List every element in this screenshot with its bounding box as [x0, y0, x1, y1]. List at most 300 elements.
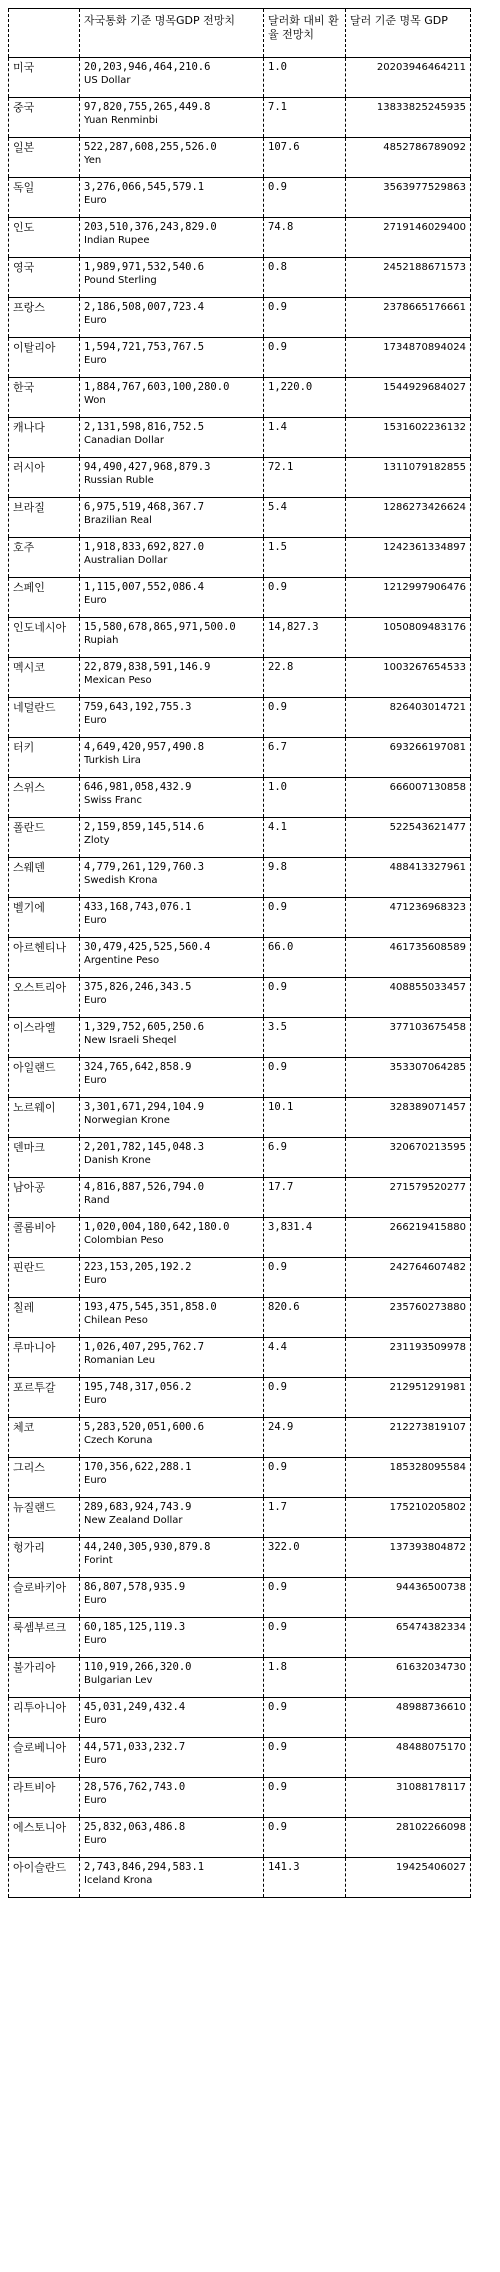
currency-name: Russian Ruble: [84, 475, 154, 486]
usd-gdp-cell: 175210205802: [346, 1498, 471, 1538]
header-usd-gdp: 달러 기준 명목 GDP: [346, 9, 471, 58]
usd-gdp-cell: 31088178117: [346, 1778, 471, 1818]
exchange-rate-cell: 5.4: [264, 498, 346, 538]
local-gdp-value: 1,115,007,552,086.4: [84, 581, 205, 593]
local-gdp-cell: [80, 338, 264, 378]
table-row: [9, 858, 471, 898]
local-gdp-value: 203,510,376,243,829.0: [84, 221, 217, 233]
country-cell: 리투아니아: [9, 1698, 80, 1738]
local-gdp-cell: [80, 1018, 264, 1058]
country-cell: 캐나다: [9, 418, 80, 458]
usd-gdp-cell: 271579520277: [346, 1178, 471, 1218]
table-row: [9, 298, 471, 338]
exchange-rate-cell: 6.9: [264, 1138, 346, 1178]
table-row: [9, 1738, 471, 1778]
exchange-rate-cell: 14,827.3: [264, 618, 346, 658]
exchange-rate-cell: 1.7: [264, 1498, 346, 1538]
local-gdp-cell: [80, 218, 264, 258]
local-gdp-cell: [80, 818, 264, 858]
table-row: [9, 178, 471, 218]
country-cell: 덴마크: [9, 1138, 80, 1178]
local-gdp-value: 20,203,946,464,210.6: [84, 61, 211, 73]
local-gdp-cell: [80, 178, 264, 218]
exchange-rate-cell: 74.8: [264, 218, 346, 258]
header-local-gdp: 자국통화 기준 명목GDP 전망치: [80, 9, 264, 58]
local-gdp-cell: [80, 1378, 264, 1418]
local-gdp-cell: [80, 1498, 264, 1538]
local-gdp-cell: [80, 658, 264, 698]
currency-name: Euro: [84, 1795, 107, 1806]
exchange-rate-cell: 0.9: [264, 1378, 346, 1418]
table-row: [9, 138, 471, 178]
usd-gdp-cell: 13833825245935: [346, 98, 471, 138]
exchange-rate-cell: 4.1: [264, 818, 346, 858]
usd-gdp-cell: 666007130858: [346, 778, 471, 818]
header-row: [9, 9, 471, 58]
country-cell: 네덜란드: [9, 698, 80, 738]
local-gdp-cell: [80, 418, 264, 458]
usd-gdp-cell: 1531602236132: [346, 418, 471, 458]
exchange-rate-cell: 0.9: [264, 1458, 346, 1498]
currency-name: Zloty: [84, 835, 110, 846]
usd-gdp-cell: 1286273426624: [346, 498, 471, 538]
table-row: [9, 778, 471, 818]
currency-name: Euro: [84, 1715, 107, 1726]
currency-name: Euro: [84, 915, 107, 926]
table-row: [9, 338, 471, 378]
country-cell: 불가리아: [9, 1658, 80, 1698]
country-cell: 독일: [9, 178, 80, 218]
country-cell: 일본: [9, 138, 80, 178]
country-cell: 아르헨티나: [9, 938, 80, 978]
local-gdp-cell: [80, 1098, 264, 1138]
table-row: [9, 378, 471, 418]
local-gdp-value: 193,475,545,351,858.0: [84, 1301, 217, 1313]
local-gdp-cell: [80, 498, 264, 538]
local-gdp-cell: [80, 58, 264, 98]
country-cell: 핀란드: [9, 1258, 80, 1298]
country-cell: 라트비아: [9, 1778, 80, 1818]
usd-gdp-cell: 377103675458: [346, 1018, 471, 1058]
local-gdp-cell: [80, 1058, 264, 1098]
table-row: [9, 1018, 471, 1058]
table-row: [9, 1778, 471, 1818]
exchange-rate-cell: 820.6: [264, 1298, 346, 1338]
local-gdp-cell: [80, 1578, 264, 1618]
country-cell: 중국: [9, 98, 80, 138]
usd-gdp-cell: 212273819107: [346, 1418, 471, 1458]
table-row: [9, 618, 471, 658]
exchange-rate-cell: 0.9: [264, 698, 346, 738]
local-gdp-value: 4,649,420,957,490.8: [84, 741, 205, 753]
local-gdp-value: 30,479,425,525,560.4: [84, 941, 211, 953]
local-gdp-value: 759,643,192,755.3: [84, 701, 192, 713]
local-gdp-cell: [80, 1418, 264, 1458]
table-row: [9, 1818, 471, 1858]
currency-name: Euro: [84, 715, 107, 726]
exchange-rate-cell: 322.0: [264, 1538, 346, 1578]
usd-gdp-cell: 185328095584: [346, 1458, 471, 1498]
country-cell: 콜롬비아: [9, 1218, 80, 1258]
currency-name: Danish Krone: [84, 1155, 151, 1166]
local-gdp-value: 1,026,407,295,762.7: [84, 1341, 205, 1353]
local-gdp-cell: [80, 1218, 264, 1258]
table-row: [9, 658, 471, 698]
local-gdp-cell: [80, 978, 264, 1018]
local-gdp-value: 522,287,608,255,526.0: [84, 141, 217, 153]
table-row: [9, 1098, 471, 1138]
exchange-rate-cell: 0.9: [264, 1058, 346, 1098]
local-gdp-value: 2,159,859,145,514.6: [84, 821, 205, 833]
local-gdp-value: 15,580,678,865,971,500.0: [84, 621, 236, 633]
country-cell: 러시아: [9, 458, 80, 498]
currency-name: Euro: [84, 1755, 107, 1766]
exchange-rate-cell: 0.9: [264, 338, 346, 378]
usd-gdp-cell: 137393804872: [346, 1538, 471, 1578]
local-gdp-value: 4,779,261,129,760.3: [84, 861, 205, 873]
usd-gdp-cell: 2719146029400: [346, 218, 471, 258]
country-cell: 루마니아: [9, 1338, 80, 1378]
currency-name: Norwegian Krone: [84, 1115, 170, 1126]
exchange-rate-cell: 24.9: [264, 1418, 346, 1458]
usd-gdp-cell: 94436500738: [346, 1578, 471, 1618]
local-gdp-cell: [80, 378, 264, 418]
table-row: [9, 1538, 471, 1578]
local-gdp-cell: [80, 698, 264, 738]
exchange-rate-cell: 4.4: [264, 1338, 346, 1378]
usd-gdp-cell: 48488075170: [346, 1738, 471, 1778]
currency-name: Forint: [84, 1555, 113, 1566]
currency-name: Swiss Franc: [84, 795, 143, 806]
local-gdp-value: 60,185,125,119.3: [84, 1621, 186, 1633]
usd-gdp-cell: 461735608589: [346, 938, 471, 978]
currency-name: Argentine Peso: [84, 955, 160, 966]
currency-name: Euro: [84, 1475, 107, 1486]
country-cell: 인도네시아: [9, 618, 80, 658]
currency-name: Euro: [84, 1635, 107, 1646]
local-gdp-cell: [80, 738, 264, 778]
country-cell: 프랑스: [9, 298, 80, 338]
local-gdp-cell: [80, 1658, 264, 1698]
local-gdp-value: 28,576,762,743.0: [84, 1781, 186, 1793]
currency-name: Rand: [84, 1195, 110, 1206]
country-cell: 오스트리아: [9, 978, 80, 1018]
currency-name: Mexican Peso: [84, 675, 152, 686]
usd-gdp-cell: 488413327961: [346, 858, 471, 898]
usd-gdp-cell: 353307064285: [346, 1058, 471, 1098]
exchange-rate-cell: 0.9: [264, 298, 346, 338]
usd-gdp-cell: 4852786789092: [346, 138, 471, 178]
exchange-rate-cell: 6.7: [264, 738, 346, 778]
local-gdp-cell: [80, 618, 264, 658]
currency-name: Swedish Krona: [84, 875, 158, 886]
exchange-rate-cell: 107.6: [264, 138, 346, 178]
currency-name: New Israeli Sheqel: [84, 1035, 177, 1046]
local-gdp-value: 1,329,752,605,250.6: [84, 1021, 205, 1033]
local-gdp-value: 44,571,033,232.7: [84, 1741, 186, 1753]
country-cell: 그리스: [9, 1458, 80, 1498]
usd-gdp-cell: 2378665176661: [346, 298, 471, 338]
country-cell: 노르웨이: [9, 1098, 80, 1138]
table-row: [9, 538, 471, 578]
exchange-rate-cell: 0.9: [264, 178, 346, 218]
currency-name: Czech Koruna: [84, 1435, 153, 1446]
currency-name: Chilean Peso: [84, 1315, 148, 1326]
local-gdp-cell: [80, 858, 264, 898]
exchange-rate-cell: 72.1: [264, 458, 346, 498]
usd-gdp-cell: 28102266098: [346, 1818, 471, 1858]
local-gdp-cell: [80, 98, 264, 138]
table-row: [9, 1178, 471, 1218]
usd-gdp-cell: 471236968323: [346, 898, 471, 938]
country-cell: 브라질: [9, 498, 80, 538]
local-gdp-value: 324,765,642,858.9: [84, 1061, 192, 1073]
local-gdp-cell: [80, 538, 264, 578]
country-cell: 남아공: [9, 1178, 80, 1218]
currency-name: Pound Sterling: [84, 275, 157, 286]
exchange-rate-cell: 0.9: [264, 1578, 346, 1618]
usd-gdp-cell: 328389071457: [346, 1098, 471, 1138]
exchange-rate-cell: 0.9: [264, 1698, 346, 1738]
country-cell: 슬로베니아: [9, 1738, 80, 1778]
local-gdp-value: 5,283,520,051,600.6: [84, 1421, 205, 1433]
currency-name: Euro: [84, 1075, 107, 1086]
currency-name: Euro: [84, 1395, 107, 1406]
exchange-rate-cell: 9.8: [264, 858, 346, 898]
country-cell: 아이슬란드: [9, 1858, 80, 1898]
local-gdp-cell: [80, 138, 264, 178]
usd-gdp-cell: 693266197081: [346, 738, 471, 778]
exchange-rate-cell: 17.7: [264, 1178, 346, 1218]
local-gdp-value: 2,186,508,007,723.4: [84, 301, 205, 313]
table-row: [9, 1138, 471, 1178]
country-cell: 이탈리아: [9, 338, 80, 378]
country-cell: 스위스: [9, 778, 80, 818]
currency-name: Indian Rupee: [84, 235, 150, 246]
country-cell: 에스토니아: [9, 1818, 80, 1858]
exchange-rate-cell: 66.0: [264, 938, 346, 978]
table-row: [9, 1458, 471, 1498]
currency-name: Colombian Peso: [84, 1235, 164, 1246]
local-gdp-value: 1,884,767,603,100,280.0: [84, 381, 230, 393]
table-row: [9, 818, 471, 858]
usd-gdp-cell: 231193509978: [346, 1338, 471, 1378]
local-gdp-value: 6,975,519,468,367.7: [84, 501, 205, 513]
local-gdp-value: 45,031,249,432.4: [84, 1701, 186, 1713]
currency-name: Euro: [84, 195, 107, 206]
usd-gdp-cell: 242764607482: [346, 1258, 471, 1298]
currency-name: Canadian Dollar: [84, 435, 164, 446]
usd-gdp-cell: 61632034730: [346, 1658, 471, 1698]
usd-gdp-cell: 320670213595: [346, 1138, 471, 1178]
local-gdp-value: 94,490,427,968,879.3: [84, 461, 211, 473]
currency-name: New Zealand Dollar: [84, 1515, 183, 1526]
table-row: [9, 1858, 471, 1898]
table-row: [9, 418, 471, 458]
currency-name: Bulgarian Lev: [84, 1675, 153, 1686]
exchange-rate-cell: 0.9: [264, 1258, 346, 1298]
usd-gdp-cell: 1212997906476: [346, 578, 471, 618]
currency-name: Romanian Leu: [84, 1355, 156, 1366]
local-gdp-value: 433,168,743,076.1: [84, 901, 192, 913]
local-gdp-cell: [80, 1818, 264, 1858]
country-cell: 스페인: [9, 578, 80, 618]
currency-name: Yuan Renminbi: [84, 115, 158, 126]
country-cell: 호주: [9, 538, 80, 578]
local-gdp-value: 375,826,246,343.5: [84, 981, 192, 993]
exchange-rate-cell: 141.3: [264, 1858, 346, 1898]
exchange-rate-cell: 0.9: [264, 578, 346, 618]
exchange-rate-cell: 0.9: [264, 898, 346, 938]
usd-gdp-cell: 2452188671573: [346, 258, 471, 298]
usd-gdp-cell: 522543621477: [346, 818, 471, 858]
table-row: [9, 1418, 471, 1458]
local-gdp-value: 2,201,782,145,048.3: [84, 1141, 205, 1153]
exchange-rate-cell: 0.9: [264, 1778, 346, 1818]
table-row: [9, 698, 471, 738]
local-gdp-cell: [80, 1618, 264, 1658]
usd-gdp-cell: 1050809483176: [346, 618, 471, 658]
country-cell: 슬로바키아: [9, 1578, 80, 1618]
exchange-rate-cell: 0.9: [264, 1618, 346, 1658]
usd-gdp-cell: 1311079182855: [346, 458, 471, 498]
currency-name: Euro: [84, 355, 107, 366]
local-gdp-value: 97,820,755,265,449.8: [84, 101, 211, 113]
usd-gdp-cell: 408855033457: [346, 978, 471, 1018]
exchange-rate-cell: 0.9: [264, 1818, 346, 1858]
usd-gdp-cell: 266219415880: [346, 1218, 471, 1258]
table-row: [9, 1058, 471, 1098]
local-gdp-cell: [80, 1338, 264, 1378]
local-gdp-cell: [80, 1258, 264, 1298]
local-gdp-value: 223,153,205,192.2: [84, 1261, 192, 1273]
currency-name: Euro: [84, 315, 107, 326]
country-cell: 미국: [9, 58, 80, 98]
usd-gdp-cell: 1003267654533: [346, 658, 471, 698]
table-row: [9, 1578, 471, 1618]
currency-name: Euro: [84, 595, 107, 606]
header-exchange-rate: 달러화 대비 환율 전망치: [264, 9, 346, 58]
local-gdp-cell: [80, 1538, 264, 1578]
exchange-rate-cell: 1.8: [264, 1658, 346, 1698]
exchange-rate-cell: 1.0: [264, 58, 346, 98]
country-cell: 아일랜드: [9, 1058, 80, 1098]
local-gdp-cell: [80, 578, 264, 618]
table-row: [9, 218, 471, 258]
table-row: [9, 1298, 471, 1338]
table-row: [9, 258, 471, 298]
local-gdp-value: 195,748,317,056.2: [84, 1381, 192, 1393]
local-gdp-value: 3,301,671,294,104.9: [84, 1101, 205, 1113]
currency-name: Iceland Krona: [84, 1875, 153, 1886]
table-row: [9, 898, 471, 938]
local-gdp-cell: [80, 1698, 264, 1738]
usd-gdp-cell: 1734870894024: [346, 338, 471, 378]
country-cell: 포르투갈: [9, 1378, 80, 1418]
local-gdp-value: 1,918,833,692,827.0: [84, 541, 205, 553]
exchange-rate-cell: 10.1: [264, 1098, 346, 1138]
header-country: [9, 9, 80, 58]
table-row: [9, 1498, 471, 1538]
usd-gdp-cell: 20203946464211: [346, 58, 471, 98]
exchange-rate-cell: 0.9: [264, 978, 346, 1018]
local-gdp-value: 4,816,887,526,794.0: [84, 1181, 205, 1193]
exchange-rate-cell: 0.9: [264, 1738, 346, 1778]
country-cell: 스웨덴: [9, 858, 80, 898]
usd-gdp-cell: 1544929684027: [346, 378, 471, 418]
table-row: [9, 98, 471, 138]
currency-name: Euro: [84, 995, 107, 1006]
table-row: [9, 978, 471, 1018]
local-gdp-value: 110,919,266,320.0: [84, 1661, 192, 1673]
country-cell: 폴란드: [9, 818, 80, 858]
usd-gdp-cell: 48988736610: [346, 1698, 471, 1738]
table-row: [9, 458, 471, 498]
exchange-rate-cell: 0.8: [264, 258, 346, 298]
local-gdp-cell: [80, 778, 264, 818]
table-row: [9, 498, 471, 538]
local-gdp-cell: [80, 1858, 264, 1898]
exchange-rate-cell: 1.5: [264, 538, 346, 578]
exchange-rate-cell: 7.1: [264, 98, 346, 138]
currency-name: Yen: [84, 155, 102, 166]
country-cell: 헝가리: [9, 1538, 80, 1578]
country-cell: 룩셈부르크: [9, 1618, 80, 1658]
local-gdp-value: 86,807,578,935.9: [84, 1581, 186, 1593]
usd-gdp-cell: 19425406027: [346, 1858, 471, 1898]
gdp-table: [8, 8, 471, 1898]
country-cell: 이스라엘: [9, 1018, 80, 1058]
currency-name: Turkish Lira: [84, 755, 141, 766]
local-gdp-value: 1,989,971,532,540.6: [84, 261, 205, 273]
local-gdp-cell: [80, 898, 264, 938]
usd-gdp-cell: 1242361334897: [346, 538, 471, 578]
local-gdp-value: 44,240,305,930,879.8: [84, 1541, 211, 1553]
country-cell: 멕시코: [9, 658, 80, 698]
table-row: [9, 1338, 471, 1378]
country-cell: 벨기에: [9, 898, 80, 938]
currency-name: Rupiah: [84, 635, 119, 646]
table-row: [9, 738, 471, 778]
exchange-rate-cell: 1.0: [264, 778, 346, 818]
local-gdp-value: 646,981,058,432.9: [84, 781, 192, 793]
table-row: [9, 58, 471, 98]
local-gdp-cell: [80, 1778, 264, 1818]
exchange-rate-cell: 3,831.4: [264, 1218, 346, 1258]
country-cell: 터키: [9, 738, 80, 778]
currency-name: Brazilian Real: [84, 515, 152, 526]
local-gdp-value: 25,832,063,486.8: [84, 1821, 186, 1833]
local-gdp-cell: [80, 1178, 264, 1218]
currency-name: Won: [84, 395, 106, 406]
local-gdp-value: 22,879,838,591,146.9: [84, 661, 211, 673]
table-row: [9, 1698, 471, 1738]
country-cell: 인도: [9, 218, 80, 258]
local-gdp-cell: [80, 938, 264, 978]
table-row: [9, 1658, 471, 1698]
local-gdp-cell: [80, 1738, 264, 1778]
table-row: [9, 1218, 471, 1258]
usd-gdp-cell: 65474382334: [346, 1618, 471, 1658]
exchange-rate-cell: 1,220.0: [264, 378, 346, 418]
local-gdp-cell: [80, 298, 264, 338]
country-cell: 영국: [9, 258, 80, 298]
local-gdp-value: 170,356,622,288.1: [84, 1461, 192, 1473]
country-cell: 칠레: [9, 1298, 80, 1338]
local-gdp-cell: [80, 1138, 264, 1178]
local-gdp-value: 2,743,846,294,583.1: [84, 1861, 205, 1873]
currency-name: US Dollar: [84, 75, 131, 86]
